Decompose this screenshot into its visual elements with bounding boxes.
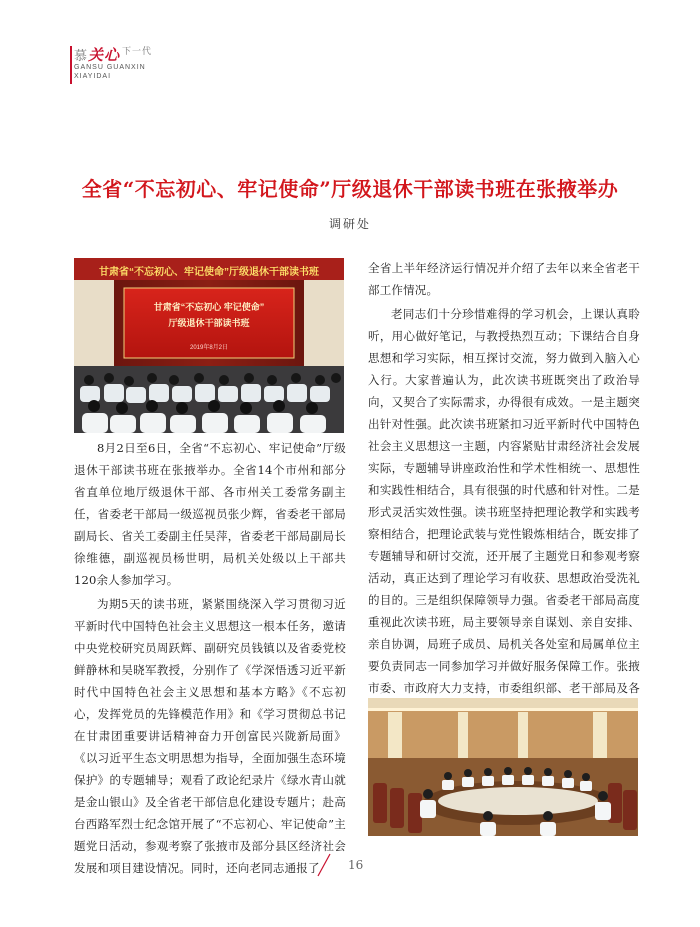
logo-english-line1: GANSU GUANXIN — [74, 64, 146, 71]
article-right-column — [368, 257, 640, 721]
logo-title-char: 慕 — [74, 49, 89, 64]
photo-screen-line1: 甘肃省“不忘初心 牢记使命” — [153, 302, 265, 312]
article-left-column — [74, 437, 346, 879]
meeting-room-illustration — [368, 698, 638, 836]
article-byline: 调研处 — [328, 217, 371, 231]
logo-english-line2: XIAYIDAI — [74, 73, 112, 80]
logo-title-red: 关心 — [88, 46, 121, 64]
page-number: 16 — [348, 858, 364, 872]
photo-screen-line2: 厅级退休干部读书班 — [168, 318, 250, 328]
paragraph-4: 老同志们十分珍惜难得的学习机会，上课认真聆听，用心做好笔记，与教授热烈互动；下课结合自身思想和学习实际，相互探讨交流，努力做到入脑入心入行。大家普遍认为，此次读书班既突出了政治导向，又契合了实际需求，办得很有成效。一是主题突出针对性强。此次读书班紧扣习近平新时代中国特色社会主义思想这一主题，内容紧贴甘肃经济社会发展实际，专题辅导讲座政治性和学术性相统一、思想性和实践性相结合，具有很强的时代感和针对性。二是形式灵活实效性强。读书班坚持把理论教学和实践考察相结合，把理论武装与党性锻炼相结合，既安排了专题辅导和研讨交流，还开展了主题党日和参观考察活动，真正达到了理论学习有收获、思想政治受洗礼的目的。三是组织保障领导力强。省委老干部局高度重视此次读书班，局主要领导亲自谋划、亲自安排、亲自协调，局班子成员、局机关各处室和局属单位主要负责同志一同参加学习并做好服务保障工作。张掖市委、市政府大力支持，市委组织部、老干部局及各 — [368, 307, 640, 695]
article-title: 全省“不忘初心、牢记使命”厅级退休干部读书班在张掖举办 — [81, 177, 619, 201]
photo-banner-text: 甘肃省“不忘初心、牢记使命”厅级退休干部读书班 — [99, 267, 319, 278]
paragraph-1: 8月2日至6日，全省“不忘初心、牢记使命”厅级退休干部读书班在张掖举办。全省14个市州和部分省直单位地厅级退休干部、各市州关工委常务副主任，省委老干部局一级巡视员张少辉，省委老干部局副局长、省关工委副主任吴萍，省委老干部局副局长徐维德，副巡视员杨世明，局机关处级以上干部共120余人参加学习。 — [74, 441, 346, 587]
page-number-divider — [316, 853, 332, 877]
paragraph-3: 全省上半年经济运行情况并介绍了去年以来全省老干部工作情况。 — [368, 261, 640, 297]
logo-accent-bar — [70, 46, 72, 84]
logo-title-small: 下一代 — [122, 47, 153, 57]
logo-title — [74, 44, 152, 65]
magazine-logo — [74, 44, 184, 88]
meeting-room-photo — [368, 698, 638, 836]
lecture-hall-photo — [74, 258, 344, 433]
photo-screen-date: 2019年8月2日 — [189, 345, 229, 351]
paragraph-2: 为期5天的读书班，紧紧围绕深入学习贯彻习近平新时代中国特色社会主义思想这一根本任务，邀请中央党校研究员周跃辉、副研究员钱镇以及省委党校鲜静林和吴晓军教授，分别作了《学深悟透习近平新时代中国特色社会主义思想和基本方略》《不忘初心，发挥党员的先锋模范作用》和《学习贯彻总书记在甘肃团重要讲话精神奋力开创富民兴陇新局面》《以习近平生态文明思想为指导，全面加强生态环境保护》的专题辅导；观看了政论纪录片《绿水青山就是金山银山》及全省老干部信息化建设专题片；赴高台西路军烈士纪念馆开展了“不忘初心、牢记使命”主题党日活动，参观考察了张掖市及部分县区经济社会发展和项目建设情况。同时，还向老同志通报了 — [74, 597, 346, 875]
audience-illustration — [74, 258, 344, 433]
